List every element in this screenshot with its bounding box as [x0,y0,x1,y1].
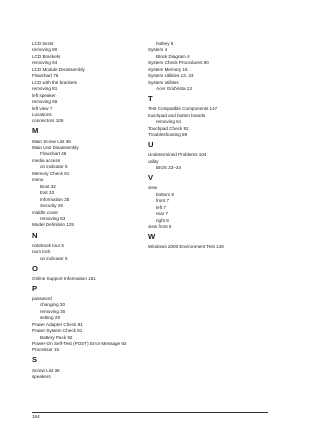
index-subentry: BIOS 23–34 [156,165,182,171]
index-subentry: removing 30 [40,308,66,314]
index-entry: utility [148,158,159,164]
index-entry: Power System Check 91 [32,328,83,334]
index-entry: Power-On Self-Test (POST) Error Message 92 [32,340,127,346]
index-entry: Memory Check 91 [32,170,70,176]
index-entry: Screw List 38 [32,367,60,373]
index-section-letter: N [32,230,38,240]
index-entry: view [148,185,158,191]
index-entry: Processor 15 [32,347,60,353]
index-entry: connectors 105 [32,118,64,124]
index-entry: num lock [32,249,51,255]
index-entry: Windows 2000 Environment Test 148 [148,244,224,250]
index-section-letter: P [32,283,38,293]
index-subentry: rear 7 [156,211,169,217]
index-subentry: Acer GridVista 13 [156,86,192,92]
index-section-letter: U [148,140,154,150]
index-entry: middle cover [32,209,59,215]
index-entry: System Utilities 13, 23 [148,73,194,79]
index-entry: LCD bezel [32,41,54,46]
index-entry: media access [32,157,61,163]
index-entry: Model Definition 125 [32,222,74,228]
index-entry: Undetermined Problems 104 [148,152,207,158]
index-section-letter: M [32,126,39,136]
index-entry: speakers [32,374,51,380]
index-entry: Troubleshooting 89 [148,132,188,138]
index-entry: Power Adapter Check 91 [32,321,83,327]
index-entry: notebook tour 5 [32,242,64,248]
index-entry: LCD with the brackets [32,79,77,85]
index-entry: removing 80 [32,47,58,53]
index-subentry: on indicator 5 [40,255,68,261]
index-section-letter: O [32,263,38,273]
index-entry: password [32,295,52,301]
index-subentry: Boot 32 [40,183,56,189]
index-column-right [148,41,266,251]
index-subentry: Flowchart 46 [40,151,67,157]
index-subentry: Battery Pack 92 [40,334,73,340]
index-entry: System Memory 15 [148,66,188,72]
index-entry: Locations [32,111,52,117]
index-entry: LCD Module Disassembly [32,66,85,72]
page-number: 154 [32,414,40,419]
index-subentry: Security 28 [40,203,63,209]
index-entry: System Check Procedures 90 [148,60,209,66]
index-entry: removing 84 [32,60,58,66]
index-entry: removing 81 [32,86,58,92]
index-subentry: changing 30 [40,302,66,308]
index-entry: Touchpad Check 92 [148,125,189,131]
index-entry: LCD Brackets [32,53,61,59]
index-entry: System utilities [148,79,179,85]
index-entry: left speaker [32,92,56,98]
index-section-letter: V [148,173,154,183]
index-subentry: front 7 [156,198,170,204]
index-subentry: removing 53 [40,216,66,222]
index-section-letter: T [148,94,153,104]
index-subentry: right 8 [156,217,169,223]
footer-rule [32,412,268,413]
index-entry: Online Support Information 151 [32,275,96,281]
index-column-left [32,41,150,380]
index-subentry: left 7 [156,204,166,210]
index-subentry: Exit 33 [40,190,55,196]
index-entry: Main Screw List 38 [32,138,71,144]
index-subentry: removing 61 [156,119,182,125]
index-subentry: Information 25 [40,196,70,202]
index-subentry: hotkey 8 [156,41,174,46]
index-section-letter: S [32,355,38,365]
index-entry: Test Compatible Components 147 [148,106,218,112]
index-entry: System 4 [148,47,168,53]
index-entry: Main Unit Disassembly [32,145,79,151]
index-subentry: bottom 8 [156,191,174,197]
index-section-letter: W [148,232,156,242]
index-entry: menu [32,177,44,183]
index-entry: view front 5 [148,224,172,230]
index-entry: Flowchart 76 [32,73,59,79]
index-subentry: Block Diagram 4 [156,53,190,59]
index-entry: removing 66 [32,99,58,105]
index-entry: left view 7 [32,105,53,111]
index-entry: touchpad and button boards [148,112,206,118]
index-subentry: setting 29 [40,315,60,321]
index-subentry: on indicator 5 [40,164,68,170]
